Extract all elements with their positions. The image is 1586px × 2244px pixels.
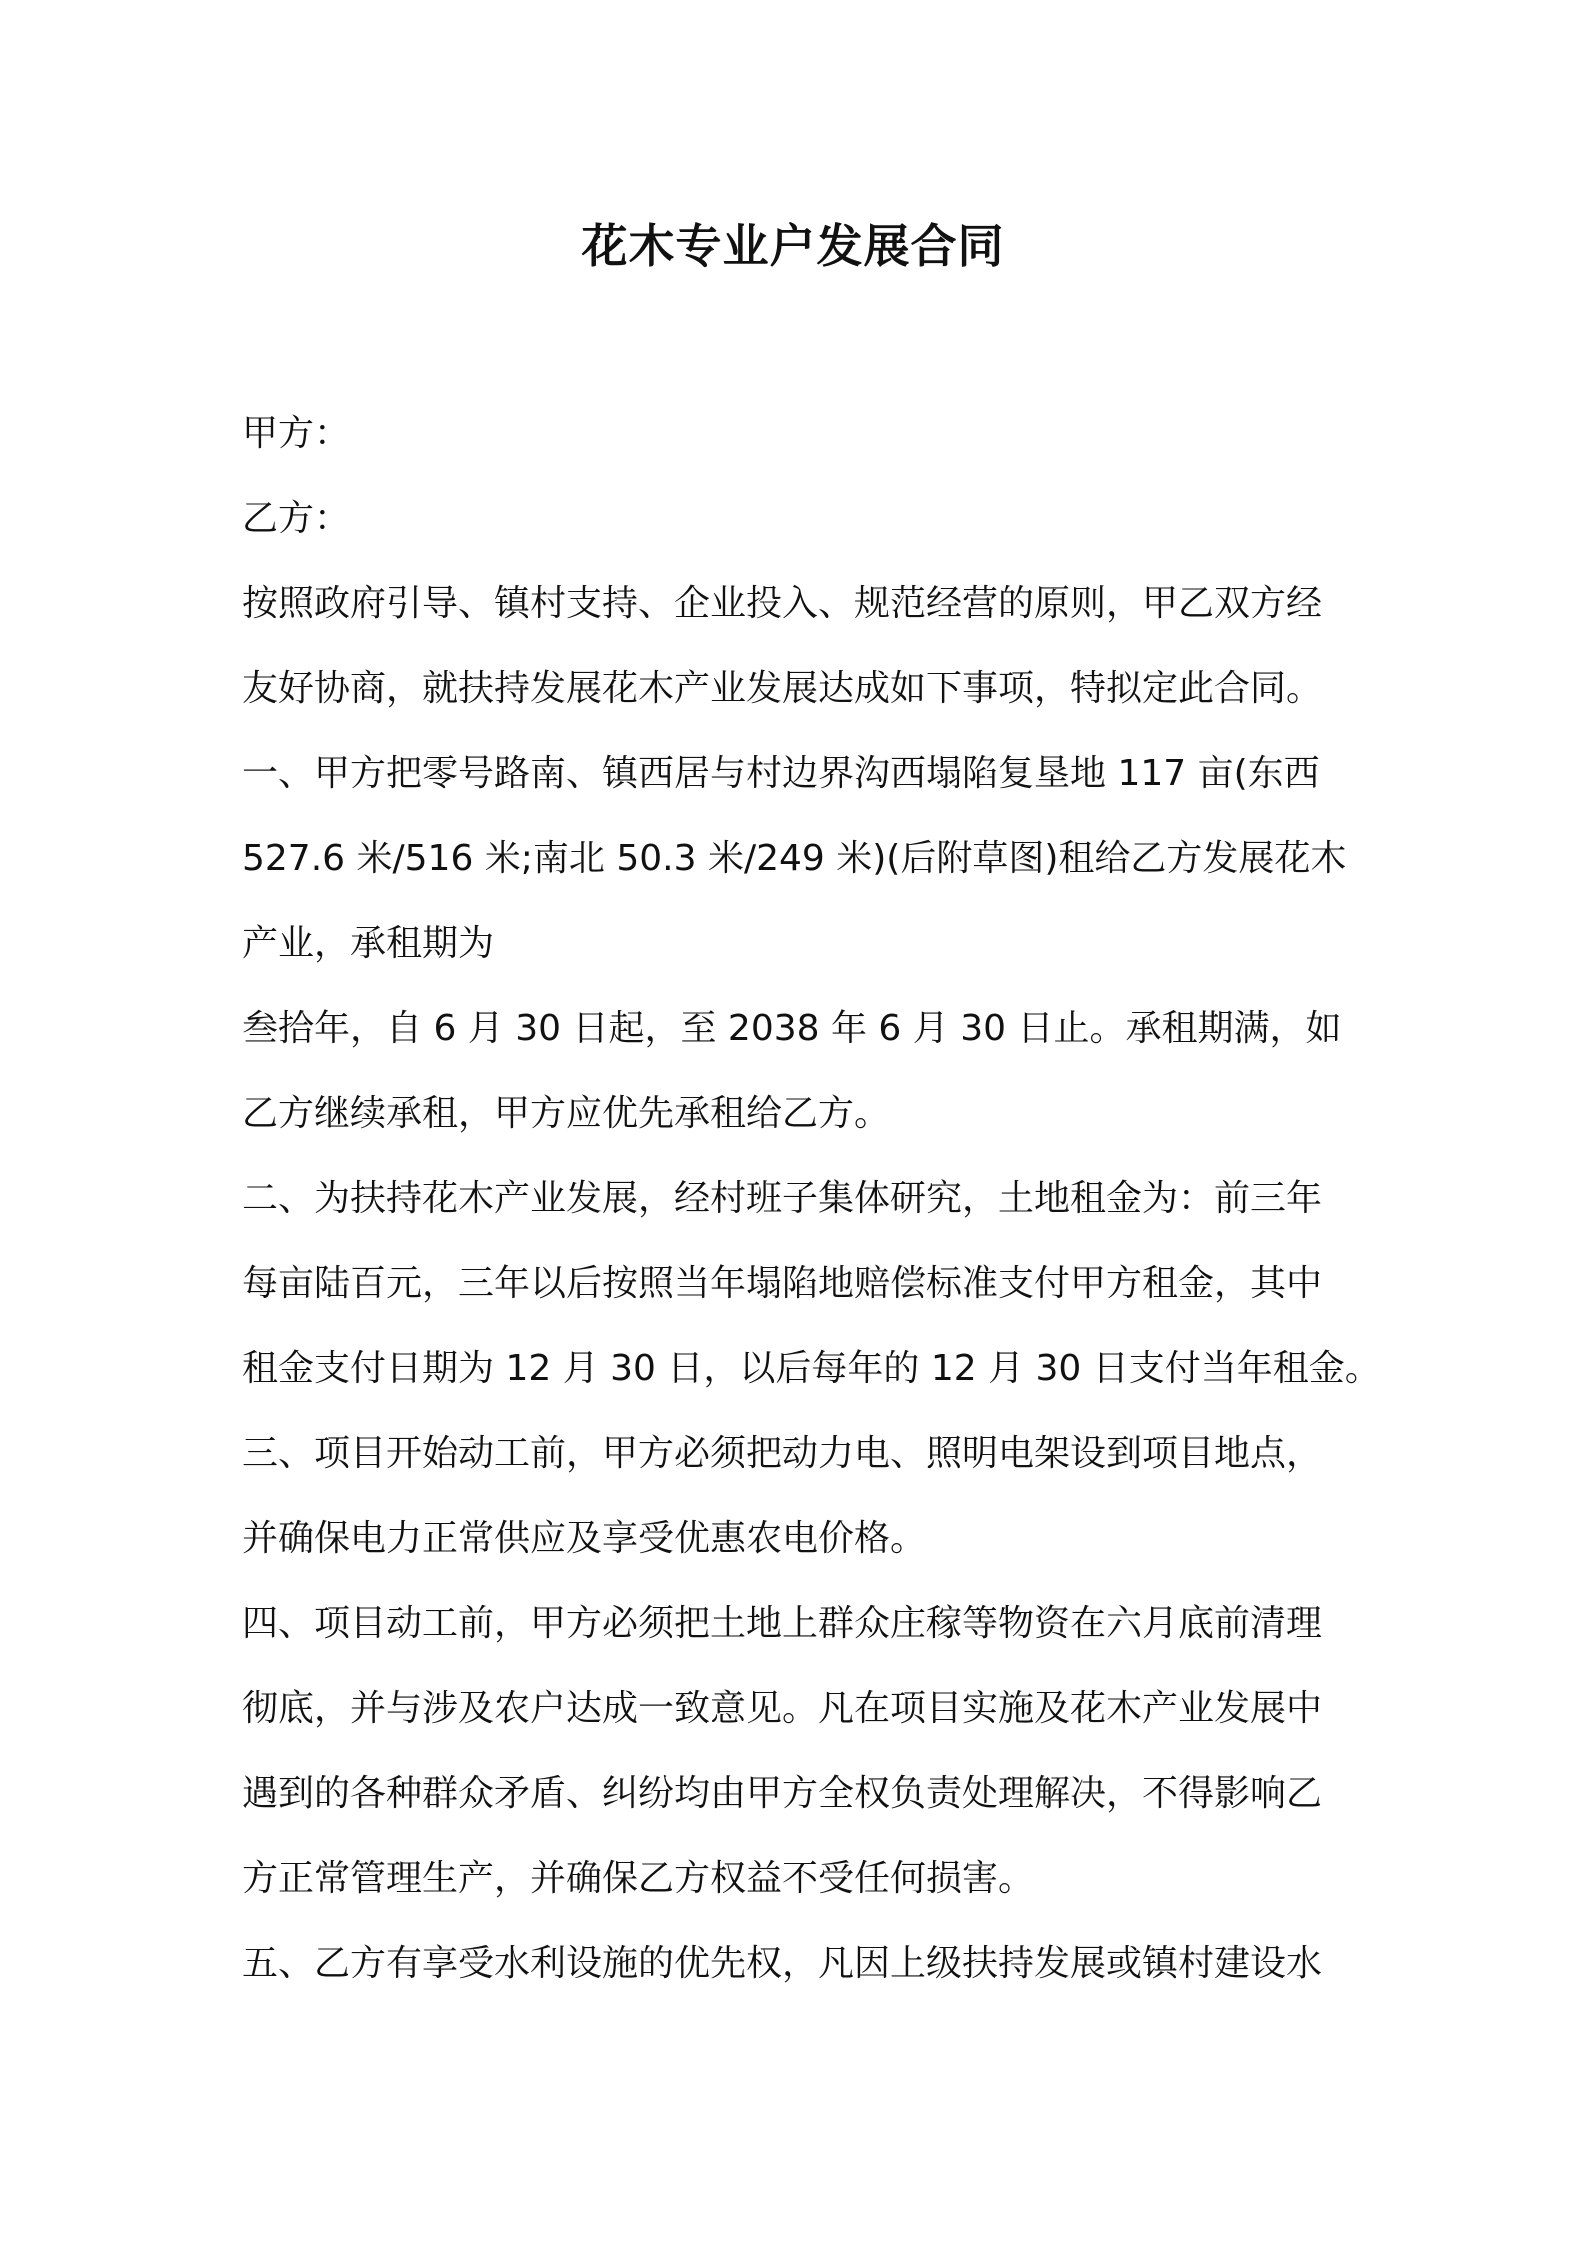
clause-1-line-5: 乙方继续承租，甲方应优先承租给乙方。 <box>242 1093 891 1134</box>
clause-1-line-1: 一、甲方把零号路南、镇西居与村边界沟西塌陷复垦地 117 亩(东西 <box>242 753 1320 794</box>
clause-4-line-4: 方正常管理生产，并确保乙方权益不受任何损害。 <box>242 1858 1035 1899</box>
clause-1-line-3: 产业，承租期为 <box>242 923 495 964</box>
clause-4-line-1: 四、项目动工前，甲方必须把土地上群众庄稼等物资在六月底前清理 <box>242 1603 1323 1644</box>
clause-4-line-2: 彻底，并与涉及农户达成一致意见。凡在项目实施及花木产业发展中 <box>242 1688 1323 1729</box>
clause-1-line-4: 叁拾年，自 6 月 30 日起，至 2038 年 6 月 30 日止。承租期满，如 <box>242 1008 1342 1049</box>
clause-1-line-2: 527.6 米/516 米;南北 50.3 米/249 米)(后附草图)租给乙方发展花木 <box>242 838 1347 879</box>
clause-3-line-1: 三、项目开始动工前，甲方必须把动力电、照明电架设到项目地点， <box>242 1433 1323 1474</box>
preamble-line-1: 按照政府引导、镇村支持、企业投入、规范经营的原则，甲乙双方经 <box>242 583 1323 624</box>
party-a-line: 甲方： <box>242 413 351 454</box>
clause-5-line-1: 五、乙方有享受水利设施的优先权，凡因上级扶持发展或镇村建设水 <box>242 1943 1323 1984</box>
clause-4-line-3: 遇到的各种群众矛盾、纠纷均由甲方全权负责处理解决，不得影响乙 <box>242 1773 1323 1814</box>
clause-2-line-1: 二、为扶持花木产业发展，经村班子集体研究，土地租金为：前三年 <box>242 1178 1323 1219</box>
party-b-line: 乙方： <box>242 498 351 539</box>
clause-2-line-3: 租金支付日期为 12 月 30 日，以后每年的 12 月 30 日支付当年租金。 <box>242 1348 1381 1389</box>
document-title: 花木专业户发展合同 <box>581 219 1005 273</box>
clause-2-line-2: 每亩陆百元，三年以后按照当年塌陷地赔偿标准支付甲方租金，其中 <box>242 1263 1323 1304</box>
clause-3-line-2: 并确保电力正常供应及享受优惠农电价格。 <box>242 1518 927 1559</box>
preamble-line-2: 友好协商，就扶持发展花木产业发展达成如下事项，特拟定此合同。 <box>242 668 1323 709</box>
